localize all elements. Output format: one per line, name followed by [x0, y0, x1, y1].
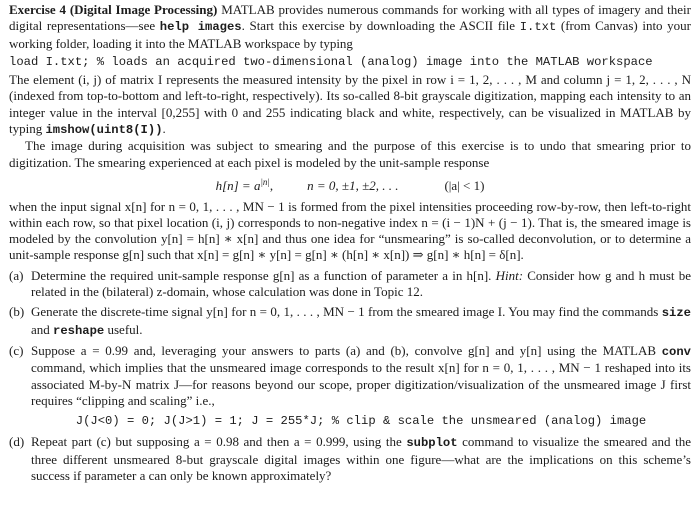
part-a-text: Determine the required unit-sample response g[n] as a function of parameter a in h[n]. [31, 267, 496, 283]
intro-text-3: (from Canvas) into your working folder, loading it into the MATLAB workspace by typing [9, 18, 692, 51]
exercise-intro [9, 2, 691, 52]
part-c-text-1: Suppose a = 0.99 and, leveraging your answers to parts (a) and (b), convolve g[n] and y[n] using the MATLAB [31, 342, 662, 358]
load-command-line: load I.txt; % loads an acquired two-dimensional (analog) image into the MATLAB workspace [9, 54, 653, 69]
part-a [9, 268, 691, 301]
part-d [9, 434, 691, 484]
part-d-text-2: command to visualize the smeared and the three different unsmeared 8-but grayscale digital images within one figure—what are the implications on this scheme’s success if parameter a can only be known approximately? [31, 434, 691, 484]
file-name: I.txt [519, 20, 557, 35]
smearing-equation [9, 174, 691, 195]
intro-text-1: MATLAB provides numerous commands for working with all types of imagery and their digital representations—see [9, 2, 691, 34]
subplot-command: subplot [406, 436, 458, 451]
conv-command: conv [661, 344, 691, 359]
equation-exponent: |n| [260, 176, 270, 187]
para-convolution: when the input signal x[n] for n = 0, 1, . . . , MN − 1 is formed from the pixel intensities proceeding row-by-row, then left-to-right within each row, so that pixel location (i, j) corresponds to non-negative index n = (i − 1)N + (j − 1). That is, the smeared image is modeled by the convolution y[n] = h[n] ∗ x[n] and thus one idea for “unsmearing” is so-called deconvolution, or to determine a unit-sample response g[n] such that x[n] = g[n] ∗ y[n] = g[n] ∗ (h[n] ∗ x[n]) ⇒ g[n] ∗ h[n] = δ[n]. [9, 198, 691, 263]
part-b-label: (b) [9, 304, 25, 320]
help-images-command: help images [159, 20, 242, 35]
part-d-text-1: Repeat part (c) but supposing a = 0.98 and then a = 0.999, using the [31, 434, 407, 450]
element-text-1: The element (i, j) of matrix I represents the measured intensity by the pixel in row i = 1, 2, . . . , M and column j = 1, 2, . . . , N (indexed from top-to-bottom and left-to-right, respectively). Its so-called 8-bit grayscale digitization, mapping each intensity to an integer value in the interval [0,255] with 0 and 255 indicating black and white, respectively, can be visualized in MATLAB by typing [9, 72, 691, 137]
part-b-text-1: Generate the discrete-time signal y[n] for n = 0, 1, . . . , MN − 1 from the smeared image I. You may find the commands [31, 304, 662, 320]
intro-text-2: . Start this exercise by downloading the ASCII file [241, 18, 520, 34]
part-a-hint-label: Hint: [495, 267, 524, 283]
part-a-label: (a) [9, 267, 24, 283]
equation-lhs: h[n] = a [215, 178, 261, 194]
part-c-label: (c) [9, 342, 24, 358]
exercise-title: Exercise 4 (Digital Image Processing) [9, 2, 218, 17]
equation-condition: (|a| < 1) [444, 178, 485, 194]
exercise-parts [9, 268, 691, 485]
equation-comma: , [269, 178, 274, 194]
para-element [9, 72, 691, 138]
reshape-command: reshape [53, 323, 105, 338]
element-text-2: . [162, 121, 166, 137]
part-b [9, 304, 691, 339]
part-b-and: and [31, 321, 54, 337]
part-c [9, 343, 691, 429]
part-b-text-2: useful. [104, 321, 143, 337]
clip-scale-code: J(J<0) = 0; J(J>1) = 1; J = 255*J; % clip & scale the unsmeared (analog) image [75, 414, 647, 429]
imshow-command: imshow(uint8(I)) [45, 123, 163, 138]
part-a-hint: Consider how g and h must be related in the (bilateral) z-domain, whose calculation was done in Topic 12. [31, 267, 691, 300]
part-c-text-2: command, which implies that the unsmeared image corresponds to the result x[n] for n = 0, 1, . . . , MN − 1 reshaped into its associated M-by-N matrix J—for reasons beyond our scope, proper digitization/visualization of the unsmeared image J first requires “clipping and scaling” i.e., [31, 360, 691, 408]
para-smearing: The image during acquisition was subject to smearing and the purpose of this exercise is to undo that smearing prior to digitization. The smearing experienced at each pixel is modeled by the unit-sample response [9, 138, 691, 170]
size-command: size [661, 306, 691, 321]
equation-range: n = 0, ±1, ±2, . . . [307, 178, 399, 194]
part-d-label: (d) [9, 434, 25, 450]
